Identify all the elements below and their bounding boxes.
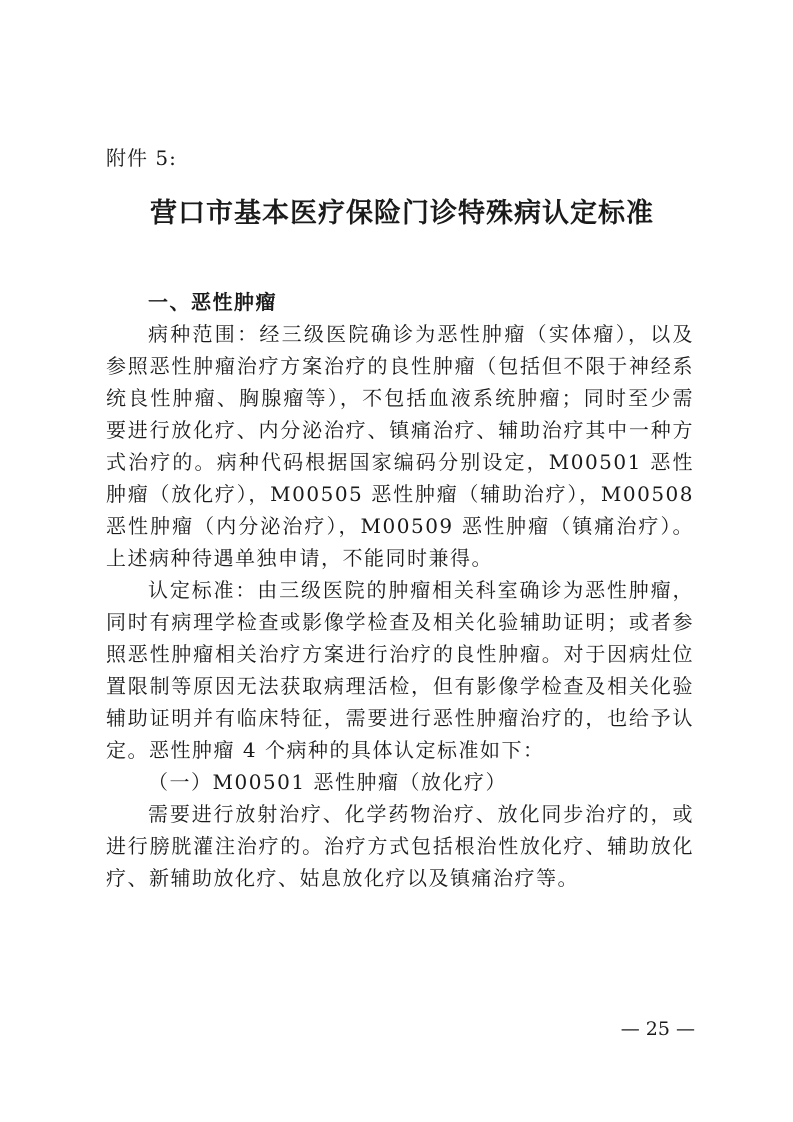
document-body xyxy=(106,286,694,894)
document-title: 营口市基本医疗保险门诊特殊病认定标准 xyxy=(150,198,654,229)
paragraph-disease-scope: 病种范围：经三级医院确诊为恶性肿瘤（实体瘤），以及参照恶性肿瘤治疗方案治疗的良性肿瘤（包括但不限于神经系统良性肿瘤、胸腺瘤等），不包括血液系统肿瘤；同时至少需要进行放化疗、内分泌治疗、镇痛治疗、辅助治疗其中一种方式治疗的。病种代码根据国家编码分别设定，M00501 恶性肿瘤（放化疗），M00505 恶性肿瘤（辅助治疗），M00508 恶性肿瘤（内分泌治疗），M00509 恶性肿瘤（镇痛治疗）。上述病种待遇单独申请，不能同时兼得。 xyxy=(106,322,694,570)
section-heading: 一、恶性肿瘤 xyxy=(148,290,277,314)
attachment-label: 附件 5: xyxy=(106,146,177,170)
paragraph-criteria: 认定标准：由三级医院的肿瘤相关科室确诊为恶性肿瘤，同时有病理学检查或影像学检查及相关化验辅助证明；或者参照恶性肿瘤相关治疗方案进行治疗的良性肿瘤。对于因病灶位置限制等原因无法获取病理活检，但有影像学检查及相关化验辅助证明并有临床特征，需要进行恶性肿瘤治疗的，也给予认定。恶性肿瘤 4 个病种的具体认定标准如下： xyxy=(106,578,694,762)
subsection-heading: （一）M00501 恶性肿瘤（放化疗） xyxy=(148,770,507,794)
page-number: — 25 — xyxy=(620,1018,695,1040)
paragraph-subsection: 需要进行放射治疗、化学药物治疗、放化同步治疗的，或进行膀胱灌注治疗的。治疗方式包括根治性放化疗、辅助放化疗、新辅助放化疗、姑息放化疗以及镇痛治疗等。 xyxy=(106,802,694,890)
